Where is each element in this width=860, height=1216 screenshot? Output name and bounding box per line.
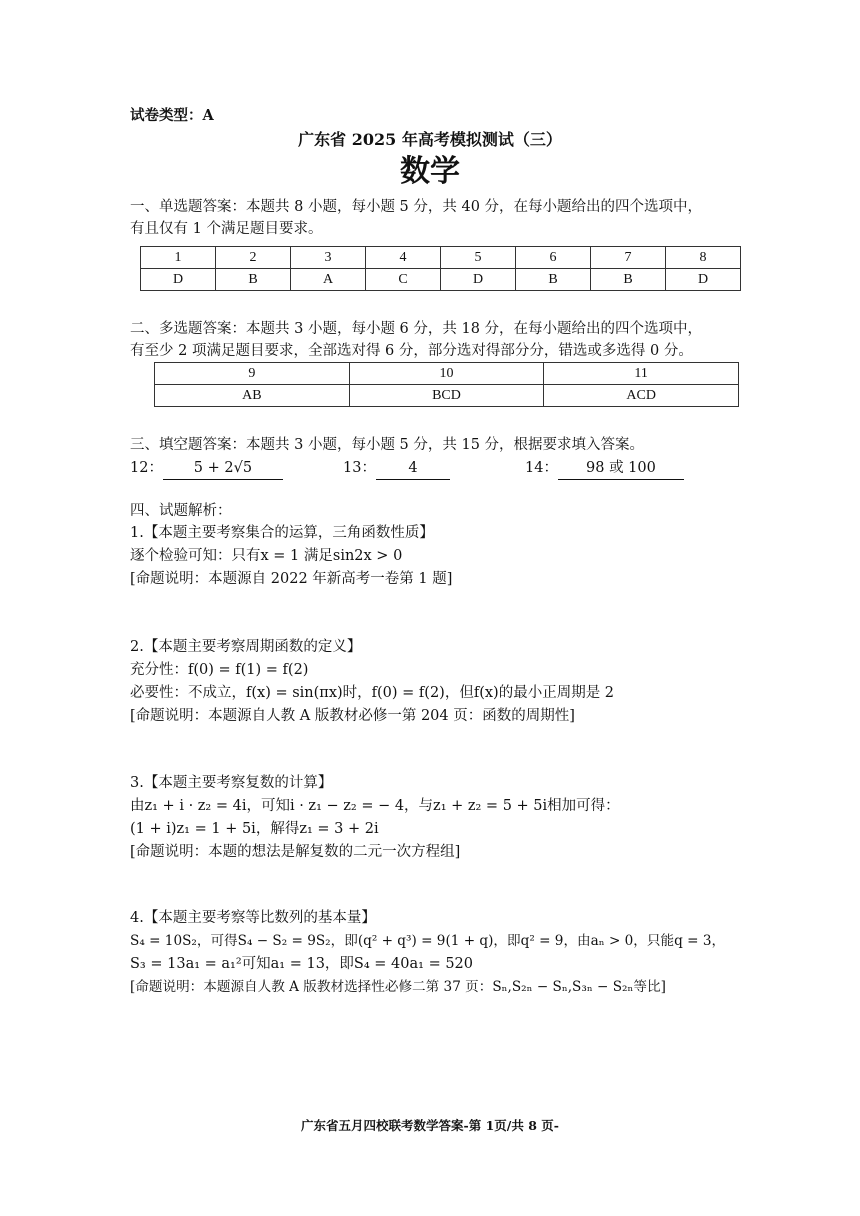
analysis-3-line: (1 + i)z₁ = 1 + 5i，解得z₁ = 3 + 2i xyxy=(130,821,379,837)
table-cell: ACD xyxy=(544,385,739,407)
fill-blank-14-label: 14： xyxy=(525,460,558,476)
paper-type-label: 试卷类型：A xyxy=(130,107,214,124)
table-cell: A xyxy=(291,269,366,291)
fill-blank-12 xyxy=(130,457,283,480)
table-cell: 3 xyxy=(291,247,366,269)
table-cell: 10 xyxy=(349,363,544,385)
table-row-numbers xyxy=(155,363,739,385)
table-cell: B xyxy=(216,269,291,291)
table-cell: 9 xyxy=(155,363,350,385)
table-row-numbers xyxy=(141,247,741,269)
analysis-4-line: S₄ = 10S₂，可得S₄ − S₂ = 9S₂，即(q² + q³) = 9(1 + q)，即q² = 9，由aₙ > 0，只能q = 3， xyxy=(130,933,726,949)
fill-blank-12-answer: 5 + 2√5 xyxy=(163,457,283,480)
table-cell: AB xyxy=(155,385,350,407)
table-cell: D xyxy=(141,269,216,291)
analysis-1-title: 1.【本题主要考察集合的运算，三角函数性质】 xyxy=(130,525,434,541)
page-footer: 广东省五月四校联考数学答案-第 1页/共 8 页- xyxy=(301,1118,559,1133)
fill-blank-13 xyxy=(343,457,450,480)
analysis-3-title: 3.【本题主要考察复数的计算】 xyxy=(130,775,333,791)
table-cell: 6 xyxy=(516,247,591,269)
multi-choice-answer-table xyxy=(154,362,739,407)
table-cell: 8 xyxy=(666,247,741,269)
table-cell: 1 xyxy=(141,247,216,269)
section2-intro-line2: 有至少 2 项满足题目要求，全部选对得 6 分，部分选对得部分分，错选或多选得 0 分。 xyxy=(130,343,693,359)
analysis-1-line: 逐个检验可知：只有x = 1 满足sin2x > 0 xyxy=(130,548,403,564)
section1-intro-line1: 一、单选题答案：本题共 8 小题，每小题 5 分，共 40 分，在每小题给出的四个选项中， xyxy=(130,199,703,215)
table-row-answers xyxy=(141,269,741,291)
fill-blank-12-label: 12： xyxy=(130,460,163,476)
table-row-answers xyxy=(155,385,739,407)
table-cell: BCD xyxy=(349,385,544,407)
table-cell: B xyxy=(591,269,666,291)
analysis-2-line: 必要性：不成立，f(x) = sin(πx)时，f(0) = f(2)，但f(x)的最小正周期是 2 xyxy=(130,685,615,701)
fill-blank-14-answer: 98 或 100 xyxy=(558,457,684,480)
table-cell: C xyxy=(366,269,441,291)
analysis-2-title: 2.【本题主要考察周期函数的定义】 xyxy=(130,639,362,655)
table-cell: 2 xyxy=(216,247,291,269)
fill-blank-14 xyxy=(525,457,684,480)
table-cell: D xyxy=(441,269,516,291)
analysis-4-line: S₃ = 13a₁ = a₁²可知a₁ = 13，即S₄ = 40a₁ = 520 xyxy=(130,956,474,972)
section1-intro-line2: 有且仅有 1 个满足题目要求。 xyxy=(130,221,323,237)
table-cell: 7 xyxy=(591,247,666,269)
analysis-2-line: 充分性：f(0) = f(1) = f(2) xyxy=(130,662,309,678)
analysis-3-note: [命题说明：本题的想法是解复数的二元一次方程组] xyxy=(130,844,461,860)
section3-intro: 三、填空题答案：本题共 3 小题，每小题 5 分，共 15 分，根据要求填入答案。 xyxy=(130,437,645,453)
single-choice-answer-table xyxy=(140,246,741,291)
fill-blank-13-answer: 4 xyxy=(376,457,450,480)
analysis-3-line: 由z₁ + i · z₂ = 4i，可知i · z₁ − z₂ = − 4，与z₁ + z₂ = 5 + 5i相加可得： xyxy=(130,798,620,814)
analysis-4-note: [命题说明：本题源自人教 A 版教材选择性必修二第 37 页：Sₙ,S₂ₙ − Sₙ,S₃ₙ − S₂ₙ等比] xyxy=(130,979,666,995)
table-cell: B xyxy=(516,269,591,291)
table-cell: 4 xyxy=(366,247,441,269)
analysis-1-note: [命题说明：本题源自 2022 年新高考一卷第 1 题] xyxy=(130,571,453,587)
exam-title: 广东省 2025 年高考模拟测试（三） xyxy=(298,130,562,149)
table-cell: 5 xyxy=(441,247,516,269)
table-cell: D xyxy=(666,269,741,291)
analysis-2-note: [命题说明：本题源自人教 A 版教材必修一第 204 页：函数的周期性] xyxy=(130,708,575,724)
table-cell: 11 xyxy=(544,363,739,385)
subject-title: 数学 xyxy=(400,154,460,189)
fill-blank-13-label: 13： xyxy=(343,460,376,476)
analysis-4-title: 4.【本题主要考察等比数列的基本量】 xyxy=(130,910,376,926)
section2-intro-line1: 二、多选题答案：本题共 3 小题，每小题 6 分，共 18 分，在每小题给出的四个选项中， xyxy=(130,321,703,337)
section4-heading: 四、试题解析： xyxy=(130,503,232,519)
